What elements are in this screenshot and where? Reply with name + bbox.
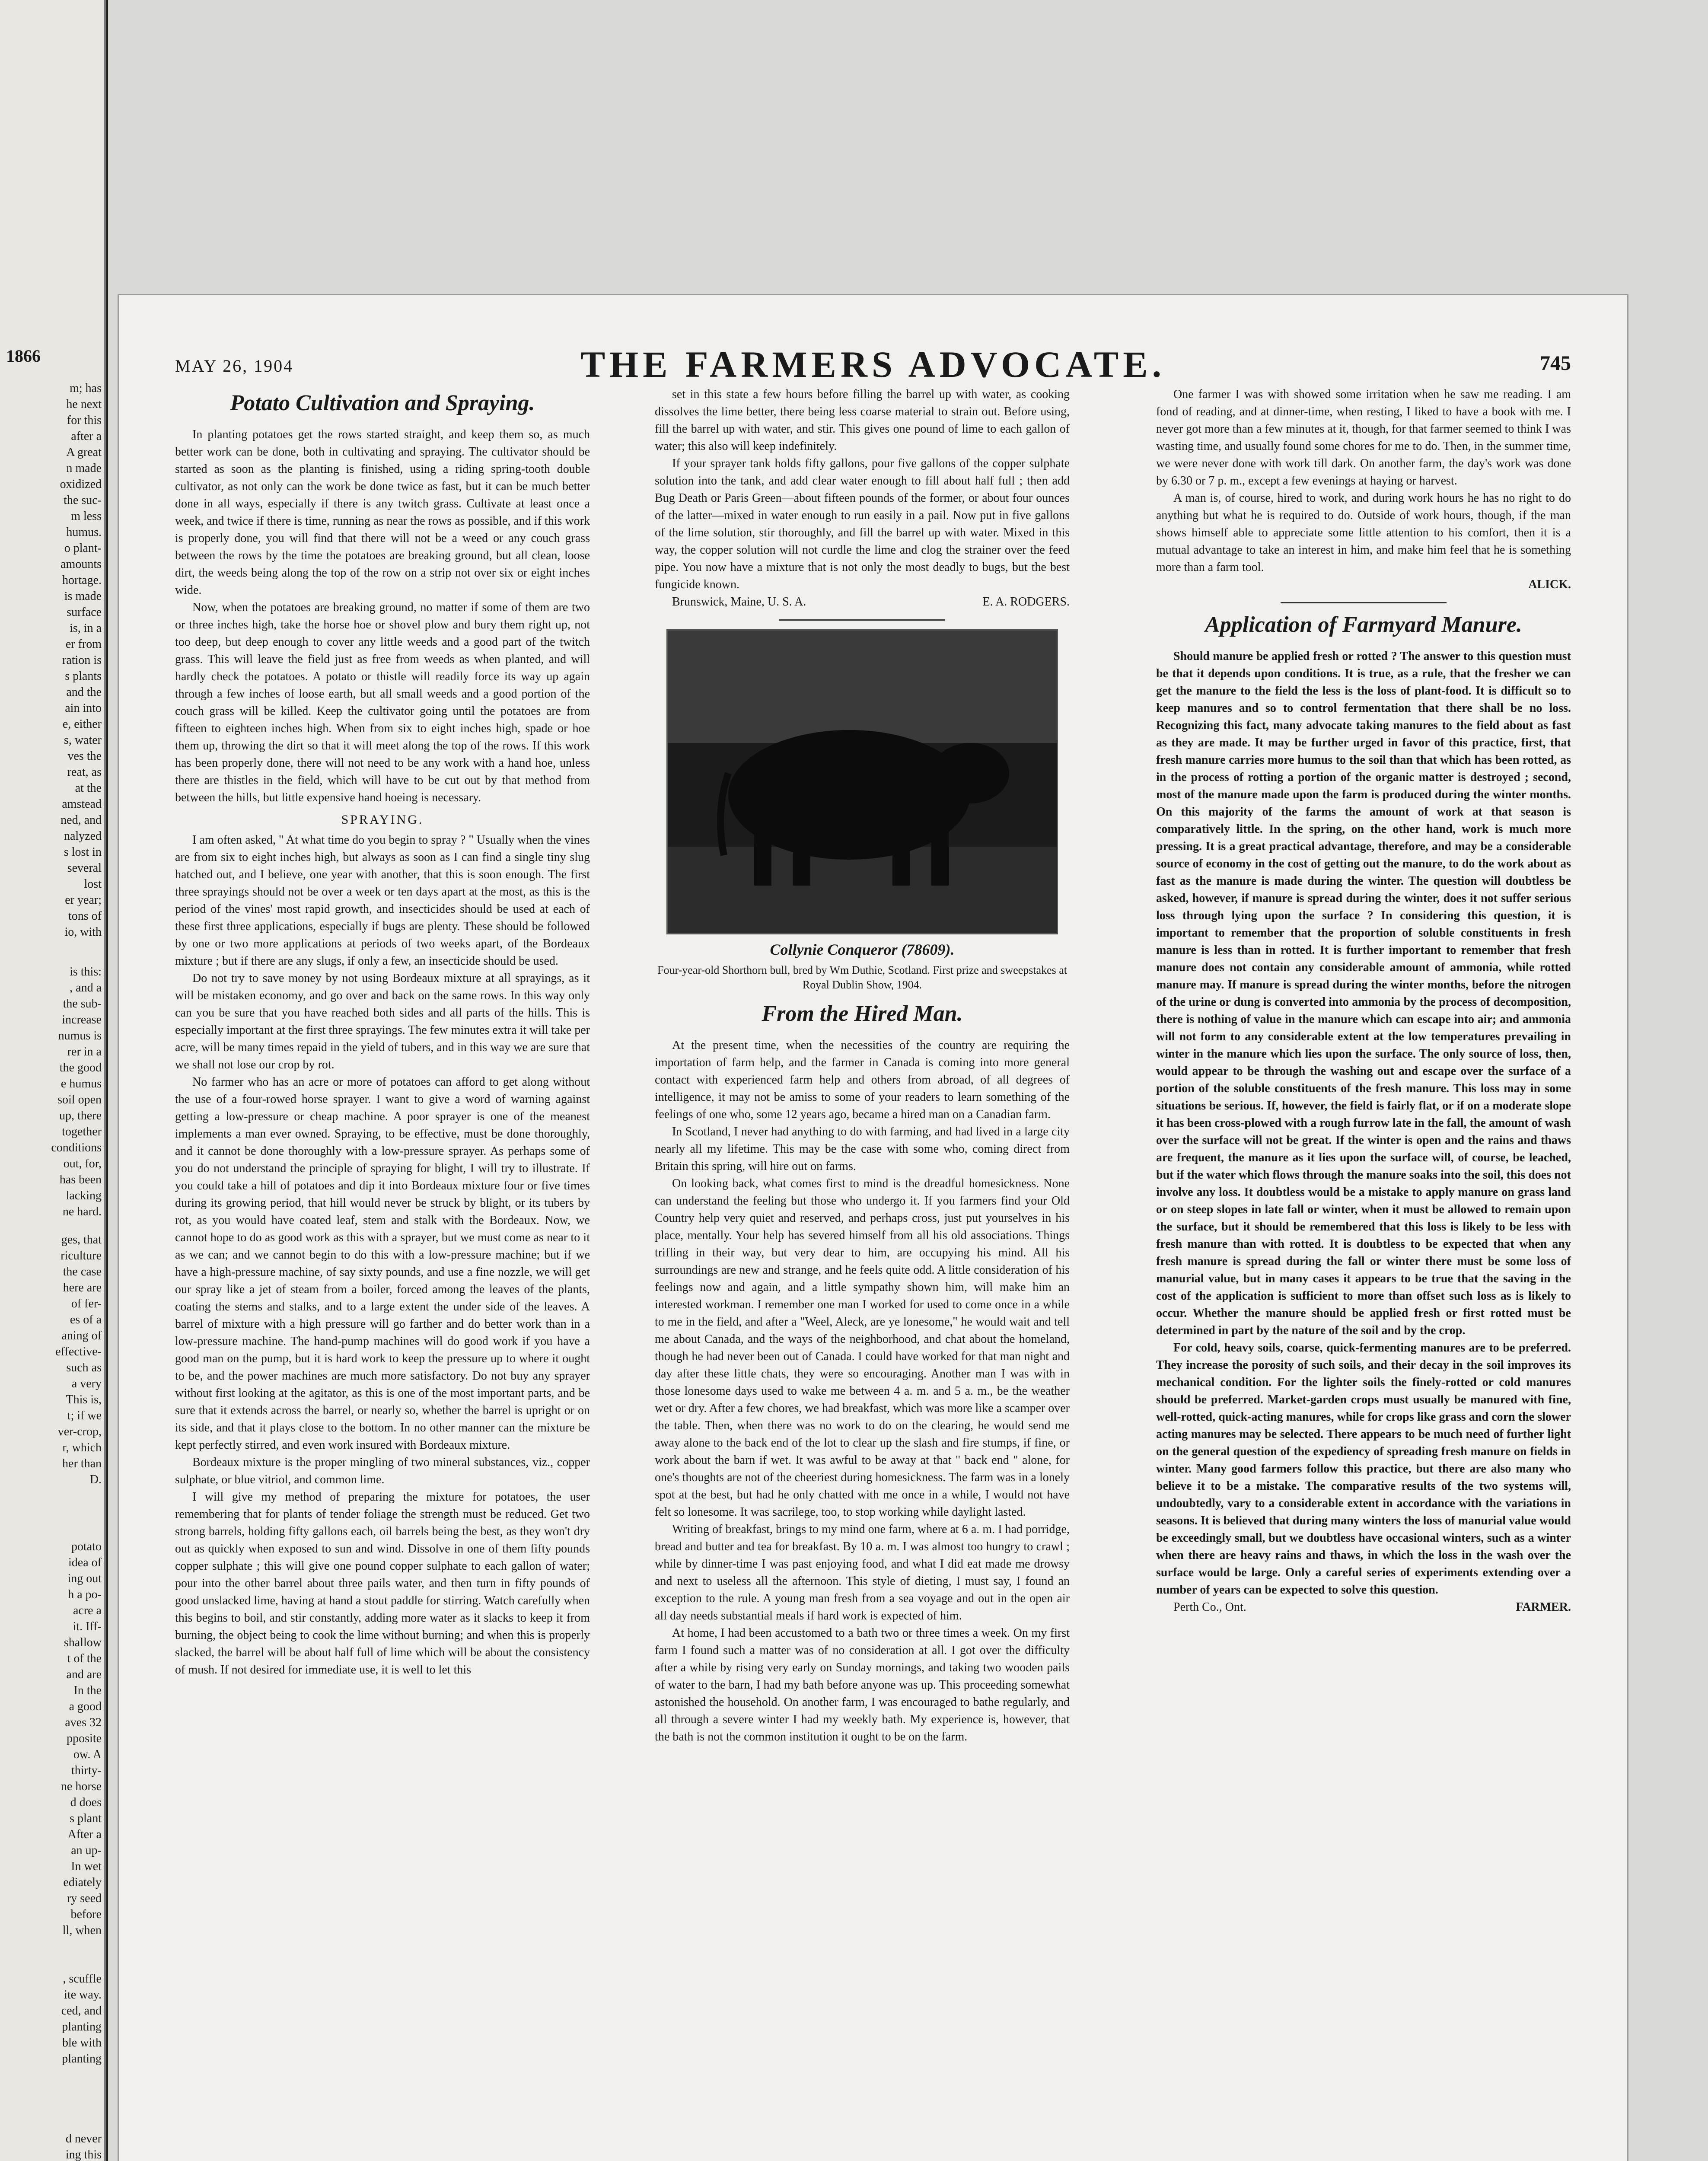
paragraph: I am often asked, " At what time do you begin to spray ? " Usually when the vines are from six to eight inches high, but always as soon as I can find a single tiny slug hatched out, and I believe, one year with another, that this is soon enough. The first three sprayings should not be over a week or ten days apart at the most, as this is the period of the vines' most rapid growth, and insecticides should be used at each of these first three applications, especially if bugs are plenty. These should be followed by one or two more applications at periods of two weeks apart, of the Bordeaux mixture ; but if there are any slugs, if only a few, an insecticide should be used. bbox=[175, 833, 590, 968]
previous-page-text: potato idea of ing out h a po- acre a it. Iff- shallow t of the and are In the a good aves 32 pposite ow. A thirty- ne horse d does s plant After a an up- In wet ediately ry seed before ll, when bbox=[61, 1540, 102, 1937]
signoff-place: Perth Co., Ont. bbox=[1173, 1600, 1246, 1614]
previous-page-number: 1866 bbox=[6, 346, 41, 366]
page-header bbox=[175, 338, 1571, 385]
article-heading: From the Hired Man. bbox=[762, 1001, 963, 1026]
page-number: 745 bbox=[1540, 352, 1571, 375]
signoff-name: FARMER. bbox=[1516, 1600, 1571, 1614]
paragraph: At home, I had been accustomed to a bath two or three times a week. On my first farm I found such a matter was of no consideration at all. I got over the difficulty after a while by rising very early on Sunday mornings, and taking two wooden pails of water to the barn, I had my bath before anyone was up. This proceeding somewhat astonished the household. On another farm, I was encouraged to bathe regularly, and all through a severe winter I had my weekly bath. My experience is, however, that the bath is not the common institution it ought to be on the farm. bbox=[655, 1626, 1070, 1743]
paragraph: Do not try to save money by not using Bordeaux mixture at all sprayings, as it will be mistaken economy, and go over and back on the same rows. In this way only can you be sure that you have reached both sides and all parts of the hills. This is especially important at the first three sprayings. The few minutes extra it will take per acre, will be many times repaid in the yield of tubers, and in this way we are sure that we shall not lose our crop by rot. bbox=[175, 972, 590, 1071]
column-2 bbox=[655, 386, 1070, 1746]
column-1 bbox=[175, 386, 590, 1679]
masthead-title: THE FARMERS ADVOCATE. bbox=[580, 344, 1166, 385]
paragraph: Should manure be applied fresh or rotted ? The answer to this question must be that it depends upon conditions. It is true, as a rule, that the fresher we can get the manure to the field the less is the loss of plant-food. It is difficult so to keep manures and so to control fermentation that there shall be no loss. Recognizing this fact, many advocate taking manures to the field about as fast as they are made. It may be further urged in favor of this practice, first, that fresh manure carries more humus to the soil than that which has been rotted, as in the process of rotting a portion of the organic matter is destroyed ; second, most of the manure made upon the farm is produced during the winter months. On this majority of the farms the amount of work at that season is comparatively little. In the spring, on the other hand, work is much more pressing. It is a great practical advantage, therefore, and may be a considerable source of economy in the cost of getting out the manure, to do the work about as fast as the manure is made during the winter. The question will doubtless be asked, however, if manure is spread during the winter, does it not suffer serious loss through lying upon the surface ? In considering this question, it is important to remember that the proportion of soluble constituents in fresh manure is less than in rotted. It is further important to remember that fresh manure does not contain any considerable amount of ammonia, while rotted manure may. If manure is spread during the winter months, before the nitrogen of the urine or dung is converted into ammonia by the process of decomposition, there is nothing of value in the manure which can escape into air; and ammonia will not form to any considerable extent at the low temperatures prevailing in winter in the manure which lies upon the surface. The only source of loss, then, would appear to be through the washing out and escape over the surface of a portion of the soluble constituents of the fresh manure. This loss may in some situations be serious. If, however, the field is fairly flat, or if on a moderate slope it has been cross-plowed with a rough furrow late in the fall, the amount of wash over the surface will not be great. If the winter is open and the rains and thaws are frequent, the manure as it lies upon the surface will, of course, be leached, but if the water which flows through the manure soaks into the soil, this does not involve any loss. It doubtless would be a mistake to apply manure on grass land or on steep slopes in late fall or winter, when it must be allowed to remain upon the surface, but it should be remembered that this loss is likely to be less with fresh manure than with rotted. It is doubtless to be expected that when any fresh manure is spread during the fall or winter there must be some loss of manurial value, but in many cases it appears to be true that the saving in the cost of the application is sufficient to more than offset such loss as is likely to occur. Whether the manure should be applied fresh or first rotted must be determined in part by the nature of the soil and by the crop. bbox=[1156, 650, 1571, 1337]
previous-page-text: ges, that riculture the case here are of fer- es of a aning of effective- such as a very This is, t; if we ver-crop, r, which her than D. bbox=[55, 1233, 102, 1486]
previous-page-text: m; has he next for this after a A great n made oxidized the suc- m less humus. o plant- amounts hortage. is made surface is, in a er from ration is s plants and the ain into e, either s, water ves the reat, as at the amstead ned, and nalyzed s lost in several lost er year; tons of io, with bbox=[60, 382, 102, 939]
paragraph: I will give my method of preparing the mixture for potatoes, the user remembering that for plants of tender foliage the strength must be reduced. Get two strong barrels, holding fifty gallons each, oil barrels being the best, as they won't dry out as quickly when exposed to sun and wind. Dissolve in one of them fifty pounds copper sulphate ; this will give one pound copper sulphate to each gallon of water; pour into the other barrel about three pails water, and then turn in fifty pounds of good unslacked lime, having at hand a stout paddle for stirring. Watch carefully when this begins to boil, and stir constantly, adding more water as it slacks to keep it from burning, the object being to cook the lime without burning; and when this is properly slacked, the barrel will be about half full of lime which will be about the consistency of mush. If not desired for immediate use, it is well to let this bbox=[175, 1490, 590, 1677]
article-heading: Application of Farmyard Manure. bbox=[1205, 612, 1522, 637]
column-3 bbox=[1156, 386, 1571, 1616]
previous-page-text: d never ing this bbox=[65, 2132, 102, 2161]
paragraph: Bordeaux mixture is the proper mingling of two mineral substances, viz., copper sulphate, or blue vitriol, and common lime. bbox=[175, 1456, 590, 1486]
previous-page-fragment bbox=[0, 0, 106, 2161]
newspaper-page bbox=[118, 294, 1628, 2161]
divider bbox=[779, 619, 945, 621]
signoff-name: E. A. RODGERS. bbox=[982, 595, 1070, 609]
article-heading: Potato Cultivation and Spraying. bbox=[230, 391, 535, 415]
issue-date: MAY 26, 1904 bbox=[175, 356, 294, 376]
paragraph: Now, when the potatoes are breaking ground, no matter if some of them are two or three inches high, take the horse hoe or shovel plow and bury them right up, not too deep, but deep enough to cover any little weeds and a good part of the twitch grass. This will leave the field just as free from weeds as when planted, and will hardly check the potatoes. A potato or thistle will readily force its way up again through a few inches of loose earth, but all small weeds and a good portion of the couch grass will be killed. Keep the cultivator going until the potatoes are from fifteen to eighteen inches high. When from six to eight inches high, spade or hoe them up, throwing the dirt so that it will meet along the top of the rows. If this work has been properly done, there will not need to be any work with a hand hoe, unless there are thistles in the field, which will have to be cut out by that method from between the hills, but little expensive hand hoeing is necessary. bbox=[175, 601, 590, 804]
paragraph: A man is, of course, hired to work, and during work hours he has no right to do anything but what he is required to do. Outside of work hours, though, if the man shows himself able to appreciate some little attention to his comfort, then it is a mutual advantage to take an interest in him, and make him feel that he is something more than a farm tool. bbox=[1156, 491, 1571, 574]
paragraph: If your sprayer tank holds fifty gallons, pour five gallons of the copper sulphate solution into the tank, and add clear water enough to fill about half full ; then add Bug Death or Paris Green—about fifteen pounds of the former, or about four ounces of the latter—mixed in water enough to run easily in a pail. Now put in five gallons of the lime solution, stir thoroughly, and fill the barrel up with water. Mixed in this way, the copper solution will not curdle the lime and clog the strainer over the feed pipe. You now have a mixture that is not only the most deadly to bugs, but the best fungicide known. bbox=[655, 457, 1070, 591]
divider bbox=[1281, 602, 1447, 603]
paragraph: For cold, heavy soils, coarse, quick-fermenting manures are to be preferred. They increase the porosity of such soils, and their decay in the soil improves its mechanical condition. For the lighter soils the finely-rotted or cold manures should be preferred. Market-garden crops must usually be manured with fine, well-rotted, quick-acting manures, while for crops like grass and corn the slower acting manures may be selected. There appears to be much need of further light on the general question of the expediency of spreading fresh manure on fields in winter. Many good farmers follow this practice, but there are also many who believe it to be a mistake. The comparative results of the two systems will, undoubtedly, vary to a considerable extent in accordance with the variations in seasons. It is believed that during many winters the loss of manurial value would be exceedingly small, but we doubtless have occasional winters, such as a winter when there are heavy rains and thaws, in which the loss in the wash over the surface would be large. Only a careful series of experiments extending over a number of years can be expected to solve this question. bbox=[1156, 1341, 1571, 1597]
article-signoff bbox=[655, 593, 1070, 611]
section-subheading: SPRAYING. bbox=[341, 813, 424, 827]
photo-caption: Collynie Conqueror (78609). bbox=[770, 941, 955, 958]
article-signoff-name: ALICK. bbox=[1528, 578, 1571, 591]
paragraph: In Scotland, I never had anything to do with farming, and had lived in a large city nearly all my lifetime. This may be the case with some who, coming direct from Britain this spring, will hire out on farms. bbox=[655, 1125, 1070, 1173]
bull-photograph bbox=[666, 629, 1058, 934]
paragraph: One farmer I was with showed some irritation when he saw me reading. I am fond of reading, and at dinner-time, when resting, I liked to have a book with me. I never got more than a few minutes at it, though, for that farmer seemed to think I was wasting time, and usually found some chores for me to do. Then, in the summer time, we were never done with work till dark. On another farm, the day's work was done by 6.30 or 7 p. m., except a few evenings at haying or harvest. bbox=[1156, 388, 1571, 488]
paragraph: At the present time, when the necessities of the country are requiring the importation of farm help, and the farmer in Canada is coming into more general contact with experienced farm help and others from abroad, of all degrees of intelligence, it may not be amiss to some of your readers to learn something of the feelings of one who, some 12 years ago, became a hired man on a Canadian farm. bbox=[655, 1039, 1070, 1121]
paragraph: On looking back, what comes first to mind is the dreadful homesickness. None can understand the feeling but those who undergo it. If you farmers find your Old Country help very quiet and reserved, and perhaps cross, just put yourselves in his place, mentally. Your help has severed himself from all his old associations. Things trifling in their way, but very dear to him, are occupying his mind. All his surroundings are new and strange, and he feels quite odd. A little consideration of his feelings now and again, and a little sympathy shown him, will make him an interested workman. I remember one man I worked for used to come once in a while to me in the field, and after a "Weel, Aleck, are ye lonesome," he would wait and tell me about Canada, and the ways of the neighborhood, and chat about the homeland, though he had never been out of Canada. I could have worked for that man night and day after these little chats, they were so encouraging. Another man I was with in those lonesome days used to wake me between 4 a. m. and 5 a. m., be the weather wet or dry. After a few chores, we had breakfast, which was more like a scamper over the table. Then, when there was no work to do on the clearing, he would send me away alone to the back end of the lot to clear up the slash and fire stumps, if fine, or work about the barn if wet. It was awful to be away at that " back end " alone, for one's thoughts are not of the cheeriest during homesickness. The farm was in a lonely spot at the best, but had he only chatted with me once in a while, I would not have felt so lonesome. It was sacrilege, too, to stop working while daylight lasted. bbox=[655, 1177, 1070, 1519]
previous-page-text: , scuffle ite way. ced, and planting ble with planting bbox=[61, 1972, 102, 2065]
bull-silhouette-image bbox=[668, 631, 1057, 933]
article-signoff bbox=[1156, 1599, 1571, 1616]
paragraph: In planting potatoes get the rows started straight, and keep them so, as much better work can be done, both in cultivating and spraying. The cultivator should be started as soon as the planting is finished, using a riding spring-tooth double cultivator, as not only can the work be done twice as fast, but it can be much better done in all ways, especially if there is any twitch grass. Cultivate at least once a week, and twice if there is time, running as near the rows as possible, and if this work is properly done, you will find that there will not be a weed or any couch grass between the rows by the time the potatoes are breaking ground, but all clean, loose dirt, the weeds being along the top of the row on a strip not over six or eight inches wide. bbox=[175, 428, 590, 597]
previous-page-text: is this: , and a the sub- increase numus is rer in a the good e humus soil open up, there together conditions out, for, has been lacking ne hard. bbox=[51, 965, 102, 1218]
paragraph: Writing of breakfast, brings to my mind one farm, where at 6 a. m. I had porridge, bread and butter and tea for breakfast. By 10 a. m. I was almost too hungry to crawl ; while by dinner-time I was past enjoying food, and what I did eat made me drowsy and next to useless all the afternoon. This style of dieting, I must say, I found an exception to the rule. A young man fresh from a sea voyage and out in the open air all day needs substantial meals if hard work is expected of him. bbox=[655, 1523, 1070, 1622]
paragraph: set in this state a few hours before filling the barrel up with water, as cooking dissolves the lime better, there being less coarse material to strain out. Before using, fill the barrel up with water, and stir. This gives one pound of lime to each gallon of water; this also will keep indefinitely. bbox=[655, 388, 1070, 453]
paragraph: No farmer who has an acre or more of potatoes can afford to get along without the use of a four-rowed horse sprayer. I want to give a word of warning against getting a low-pressure or cheap machine. A poor sprayer is one of the meanest implements a man ever owned. Spraying, to be effective, must be done thoroughly, and it cannot be done thoroughly with a low-pressure sprayer. As perhaps some of you do not understand the principle of spraying for blight, I will try to illustrate. If you could take a hill of potatoes and dip it into Bordeaux mixture four or five times during its growing period, that hill would never be struck by blight, or its tubers by rot, as you would have coated leaf, stem and stalk with the Bordeaux. Now, we cannot hope to do as good work as this with a sprayer, but we must come as near to it as we can; and we cannot begin to do this with a low-pressure machine; but if we have a high-pressure machine, of say sixty pounds, and use a fine nozzle, we will get our spray like a jet of steam from a boiler, forced among the leaves of the plants, coating the stems and stalks, and to a large extent the under side of the leaves. A barrel of mixture with a high pressure will go farther and do better work than in a low-pressure machine. The hand-pump machines will do good work if you have a good man on the pump, but it is hard work to keep the pressure up to where it ought to be, and the power machines are much more satisfactory. Do not buy any sprayer without first looking at the agitator, as this is one of the most important parts, and be sure that it extends across the barrel, or nearly so, whether the barrel is upright or on its side, and that it plays close to the bottom. In no other manner can the mixture be kept perfectly stirred, and even work insured with Bordeaux mixture. bbox=[175, 1075, 590, 1452]
photo-description: Four-year-old Shorthorn bull, bred by Wm Duthie, Scotland. First prize and sweepstakes at Royal Dublin Show, 1904. bbox=[657, 964, 1067, 991]
signoff-place: Brunswick, Maine, U. S. A. bbox=[672, 595, 806, 609]
